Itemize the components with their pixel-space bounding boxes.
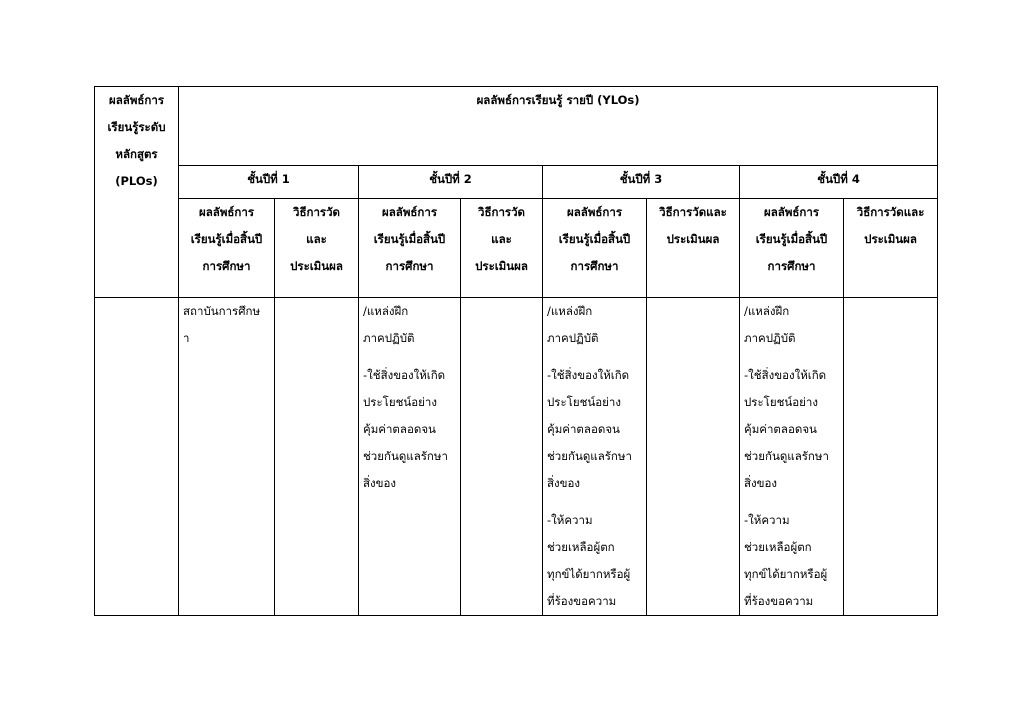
year-1-header: ชั้นปีที่ 1	[179, 166, 359, 199]
y2-assessment-subheader: วิธีการวัด และ ประเมินผล	[461, 199, 543, 298]
y4-assessment-subheader: วิธีการวัดและ ประเมินผล	[844, 199, 938, 298]
y3-assessment-cell	[647, 298, 740, 616]
ylo-header	[179, 87, 938, 166]
y3-outcome-cell: /แหล่งฝึก ภาคปฏิบัติ -ใช้สิ่งของให้เกิด ประโยชน์อย่าง คุ้มค่าตลอดจน ช่วยกันดูแลรักษา สิ่งของ -ให้ความ ช่วยเหลือผู้ตก ทุกข์ได้ยากหรือผู้ ที่ร้องขอความ	[543, 298, 647, 616]
y2-outcome-cell: /แหล่งฝึก ภาคปฏิบัติ -ใช้สิ่งของให้เกิด ประโยชน์อย่าง คุ้มค่าตลอดจน ช่วยกันดูแลรักษา สิ่งของ	[359, 298, 461, 616]
year-4-header: ชั้นปีที่ 4	[740, 166, 938, 199]
y1-outcome-cell: สถาบันการศึกษ า	[179, 298, 275, 616]
table-row	[95, 298, 938, 616]
year-3-header: ชั้นปีที่ 3	[543, 166, 740, 199]
y4-assessment-cell	[844, 298, 938, 616]
y4-outcome-subheader: ผลลัพธ์การ เรียนรู้เมื่อสิ้นปี การศึกษา	[740, 199, 844, 298]
year-2-header: ชั้นปีที่ 2	[359, 166, 543, 199]
y4-outcome-cell: /แหล่งฝึก ภาคปฏิบัติ -ใช้สิ่งของให้เกิด ประโยชน์อย่าง คุ้มค่าตลอดจน ช่วยกันดูแลรักษา สิ่งของ -ให้ความ ช่วยเหลือผู้ตก ทุกข์ได้ยากหรือผู้ ที่ร้องขอความ	[740, 298, 844, 616]
plo-header	[95, 87, 179, 298]
y1-outcome-subheader: ผลลัพธ์การ เรียนรู้เมื่อสิ้นปี การศึกษา	[179, 199, 275, 298]
y3-outcome-subheader: ผลลัพธ์การ เรียนรู้เมื่อสิ้นปี การศึกษา	[543, 199, 647, 298]
y2-outcome-subheader: ผลลัพธ์การ เรียนรู้เมื่อสิ้นปี การศึกษา	[359, 199, 461, 298]
ylo-header-label: ผลลัพธ์การเรียนรู้ รายปี (YLOs)	[476, 93, 640, 107]
plo-cell	[95, 298, 179, 616]
plo-header-label: ผลลัพธ์การ เรียนรู้ระดับ หลักสูตร (PLOs)	[107, 93, 166, 188]
y3-assessment-subheader: วิธีการวัดและ ประเมินผล	[647, 199, 740, 298]
y1-assessment-subheader: วิธีการวัด และ ประเมินผล	[275, 199, 359, 298]
ylo-table	[94, 86, 938, 616]
y2-assessment-cell	[461, 298, 543, 616]
y1-assessment-cell	[275, 298, 359, 616]
